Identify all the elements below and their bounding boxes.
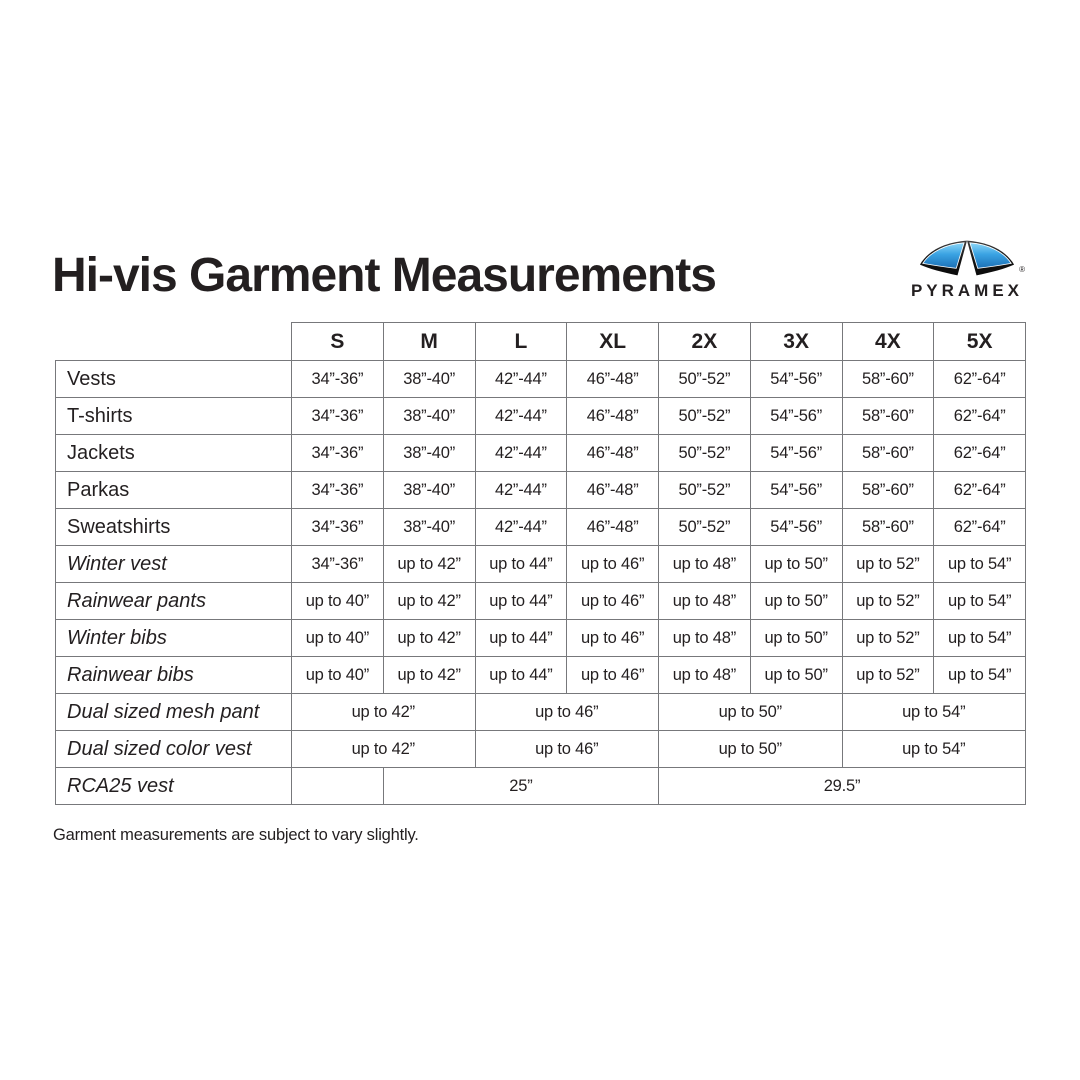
measurement-cell: 42”-44” bbox=[475, 398, 567, 435]
table-row bbox=[56, 546, 1026, 583]
measurement-cell: up to 48” bbox=[659, 657, 751, 694]
measurement-cell: 62”-64” bbox=[934, 398, 1026, 435]
size-header: 5X bbox=[934, 323, 1026, 361]
measurement-cell: up to 46” bbox=[567, 620, 659, 657]
measurement-cell: up to 42” bbox=[383, 546, 475, 583]
measurement-cell: 34”-36” bbox=[292, 398, 384, 435]
measurement-cell: up to 50” bbox=[659, 694, 843, 731]
table-row bbox=[56, 620, 1026, 657]
measurement-cell: 62”-64” bbox=[934, 361, 1026, 398]
row-label: Vests bbox=[56, 361, 292, 398]
measurement-cell: up to 54” bbox=[842, 731, 1026, 768]
measurement-cell: 46”-48” bbox=[567, 435, 659, 472]
measurement-cell: up to 48” bbox=[659, 546, 751, 583]
measurement-cell bbox=[292, 768, 384, 805]
row-label: T-shirts bbox=[56, 398, 292, 435]
measurement-cell: up to 52” bbox=[842, 583, 934, 620]
measurement-cell: up to 46” bbox=[567, 657, 659, 694]
measurement-cell: 58”-60” bbox=[842, 361, 934, 398]
measurement-cell: 42”-44” bbox=[475, 472, 567, 509]
pyramex-pyramid-icon bbox=[917, 239, 1017, 277]
table-row bbox=[56, 435, 1026, 472]
measurement-cell: 38”-40” bbox=[383, 472, 475, 509]
measurement-cell: up to 44” bbox=[475, 546, 567, 583]
measurement-cell: up to 54” bbox=[934, 546, 1026, 583]
table-header bbox=[56, 323, 1026, 361]
measurement-cell: 54”-56” bbox=[750, 472, 842, 509]
measurement-cell: 34”-36” bbox=[292, 472, 384, 509]
measurement-cell: up to 40” bbox=[292, 583, 384, 620]
table-row bbox=[56, 657, 1026, 694]
row-label: Winter vest bbox=[56, 546, 292, 583]
measurement-cell: up to 52” bbox=[842, 620, 934, 657]
measurement-cell: up to 40” bbox=[292, 657, 384, 694]
measurement-cell: up to 50” bbox=[659, 731, 843, 768]
measurement-cell: 34”-36” bbox=[292, 546, 384, 583]
measurement-cell: 58”-60” bbox=[842, 398, 934, 435]
measurement-cell: 58”-60” bbox=[842, 472, 934, 509]
measurement-cell: up to 46” bbox=[475, 731, 659, 768]
measurement-cell: 38”-40” bbox=[383, 361, 475, 398]
table-row bbox=[56, 509, 1026, 546]
measurement-cell: 38”-40” bbox=[383, 398, 475, 435]
measurement-cell: up to 54” bbox=[934, 620, 1026, 657]
measurement-cell: up to 52” bbox=[842, 657, 934, 694]
measurement-cell: up to 46” bbox=[567, 583, 659, 620]
registered-trademark-symbol: ® bbox=[1019, 265, 1025, 274]
table-row bbox=[56, 583, 1026, 620]
measurement-cell: 34”-36” bbox=[292, 435, 384, 472]
measurement-cell: 25” bbox=[383, 768, 658, 805]
measurement-cell: 62”-64” bbox=[934, 509, 1026, 546]
measurement-cell: 58”-60” bbox=[842, 509, 934, 546]
size-header: 2X bbox=[659, 323, 751, 361]
measurement-cell: up to 42” bbox=[292, 731, 476, 768]
measurement-cell: up to 42” bbox=[383, 657, 475, 694]
measurement-cell: up to 44” bbox=[475, 657, 567, 694]
table-body bbox=[56, 361, 1026, 805]
size-header-row bbox=[56, 323, 1026, 361]
garment-measurements-table bbox=[55, 322, 1026, 805]
table-row bbox=[56, 398, 1026, 435]
row-label: RCA25 vest bbox=[56, 768, 292, 805]
row-label: Jackets bbox=[56, 435, 292, 472]
measurement-cell: up to 50” bbox=[750, 620, 842, 657]
pyramex-logo bbox=[901, 239, 1033, 301]
size-header: L bbox=[475, 323, 567, 361]
size-header: 3X bbox=[750, 323, 842, 361]
measurement-cell: 50”-52” bbox=[659, 472, 751, 509]
measurement-cell: 42”-44” bbox=[475, 361, 567, 398]
measurement-cell: up to 50” bbox=[750, 657, 842, 694]
corner-cell bbox=[56, 323, 292, 361]
measurement-cell: 50”-52” bbox=[659, 509, 751, 546]
measurement-cell: 50”-52” bbox=[659, 361, 751, 398]
measurement-cell: up to 54” bbox=[842, 694, 1026, 731]
measurement-cell: 46”-48” bbox=[567, 509, 659, 546]
row-label: Dual sized mesh pant bbox=[56, 694, 292, 731]
measurement-cell: up to 50” bbox=[750, 546, 842, 583]
measurement-cell: 54”-56” bbox=[750, 509, 842, 546]
measurement-cell: 54”-56” bbox=[750, 361, 842, 398]
measurement-cell: 50”-52” bbox=[659, 435, 751, 472]
measurement-cell: 38”-40” bbox=[383, 435, 475, 472]
measurement-cell: up to 44” bbox=[475, 583, 567, 620]
row-label: Rainwear bibs bbox=[56, 657, 292, 694]
measurement-cell: up to 44” bbox=[475, 620, 567, 657]
measurement-cell: 46”-48” bbox=[567, 361, 659, 398]
measurement-cell: up to 46” bbox=[475, 694, 659, 731]
row-label: Sweatshirts bbox=[56, 509, 292, 546]
size-header: M bbox=[383, 323, 475, 361]
measurement-cell: 34”-36” bbox=[292, 361, 384, 398]
pyramex-wordmark: PYRAMEX bbox=[910, 281, 1024, 300]
measurement-cell: up to 50” bbox=[750, 583, 842, 620]
measurement-cell: 50”-52” bbox=[659, 398, 751, 435]
measurement-cell: up to 52” bbox=[842, 546, 934, 583]
table-row bbox=[56, 768, 1026, 805]
measurement-cell: up to 54” bbox=[934, 657, 1026, 694]
measurement-cell: 58”-60” bbox=[842, 435, 934, 472]
measurement-cell: up to 42” bbox=[383, 620, 475, 657]
measurement-cell: 34”-36” bbox=[292, 509, 384, 546]
row-label: Rainwear pants bbox=[56, 583, 292, 620]
measurement-cell: up to 54” bbox=[934, 583, 1026, 620]
measurement-cell: up to 42” bbox=[383, 583, 475, 620]
size-header: S bbox=[292, 323, 384, 361]
measurement-cell: up to 40” bbox=[292, 620, 384, 657]
table-row bbox=[56, 731, 1026, 768]
footnote: Garment measurements are subject to vary slightly. bbox=[53, 826, 419, 844]
row-label: Winter bibs bbox=[56, 620, 292, 657]
measurement-cell: 54”-56” bbox=[750, 398, 842, 435]
table-row bbox=[56, 694, 1026, 731]
measurement-cell: up to 42” bbox=[292, 694, 476, 731]
size-header: 4X bbox=[842, 323, 934, 361]
measurement-cell: 62”-64” bbox=[934, 472, 1026, 509]
measurement-cell: 29.5” bbox=[659, 768, 1026, 805]
measurement-cell: 46”-48” bbox=[567, 398, 659, 435]
measurement-cell: 54”-56” bbox=[750, 435, 842, 472]
table-row bbox=[56, 361, 1026, 398]
measurement-cell: up to 48” bbox=[659, 620, 751, 657]
measurement-cell: 42”-44” bbox=[475, 435, 567, 472]
measurement-cell: 42”-44” bbox=[475, 509, 567, 546]
measurement-cell: 38”-40” bbox=[383, 509, 475, 546]
row-label: Dual sized color vest bbox=[56, 731, 292, 768]
measurement-cell: up to 46” bbox=[567, 546, 659, 583]
table-row bbox=[56, 472, 1026, 509]
measurement-cell: 62”-64” bbox=[934, 435, 1026, 472]
page-title: Hi-vis Garment Measurements bbox=[52, 249, 716, 302]
size-header: XL bbox=[567, 323, 659, 361]
measurement-cell: up to 48” bbox=[659, 583, 751, 620]
row-label: Parkas bbox=[56, 472, 292, 509]
measurement-cell: 46”-48” bbox=[567, 472, 659, 509]
